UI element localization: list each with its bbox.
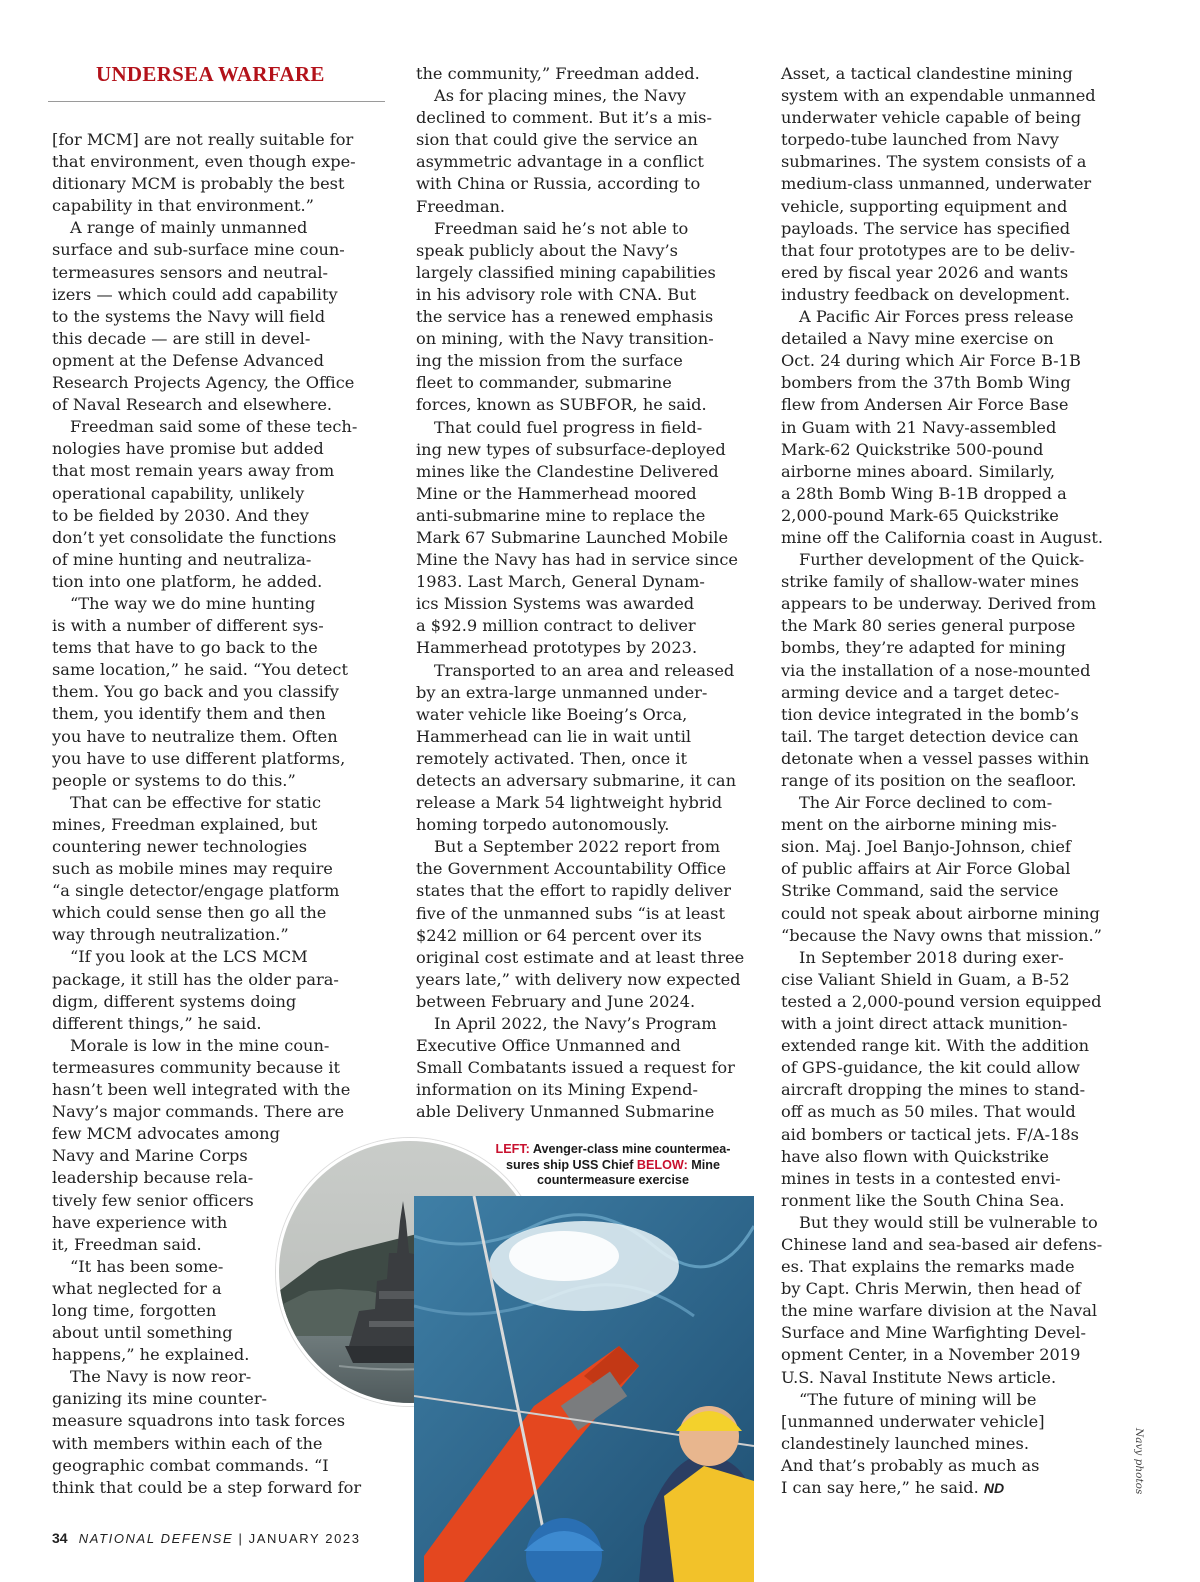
text-line: Executive Office Unmanned and bbox=[416, 1036, 681, 1056]
text-line: izers — which could add capability bbox=[52, 284, 338, 304]
photo-credit: Navy photos bbox=[1133, 1428, 1145, 1495]
text-line: a $92.9 million contract to deliver bbox=[416, 616, 696, 636]
text-line: largely classified mining capabilities bbox=[416, 262, 716, 282]
text-line: Strike Command, said the service bbox=[781, 881, 1059, 901]
text-line: In April 2022, the Navy’s Program bbox=[434, 1014, 717, 1034]
text-line: The Navy is now reor- bbox=[70, 1367, 252, 1387]
text-line: the Government Accountability Office bbox=[416, 859, 727, 879]
text-line: hasn’t been well integrated with the bbox=[52, 1080, 351, 1100]
text-line: of Naval Research and elsewhere. bbox=[52, 395, 333, 415]
text-line: 2,000-pound Mark-65 Quickstrike bbox=[781, 505, 1059, 525]
end-mark: ND bbox=[983, 1480, 1005, 1496]
text-line: medium-class unmanned, underwater bbox=[781, 174, 1092, 194]
text-line: surface and sub-surface mine coun- bbox=[52, 240, 345, 260]
text-line: But they would still be vulnerable to bbox=[799, 1212, 1098, 1232]
text-line: Navy’s major commands. There are bbox=[52, 1102, 345, 1122]
text-line: with a joint direct attack munition- bbox=[781, 1014, 1068, 1034]
page-number: 34 bbox=[52, 1530, 68, 1546]
text-line: off as much as 50 miles. That would bbox=[781, 1102, 1076, 1122]
caption-below-line2: countermeasure exercise bbox=[537, 1173, 689, 1187]
text-line: to the systems the Navy will field bbox=[52, 306, 326, 326]
text-line: measure squadrons into task forces bbox=[52, 1411, 346, 1431]
text-line: ganizing its mine counter- bbox=[52, 1389, 268, 1409]
text-line: range of its position on the seafloor. bbox=[781, 771, 1077, 790]
text-line: the community,” Freedman added. bbox=[416, 64, 700, 83]
text-line: which could sense then go all the bbox=[52, 903, 327, 923]
text-line: capability in that environment.” bbox=[52, 196, 314, 216]
text-line: ing new types of subsurface-deployed bbox=[416, 439, 726, 459]
text-column-3 bbox=[781, 63, 1121, 1499]
text-line: A Pacific Air Forces press release bbox=[799, 307, 1074, 327]
text-line: years late,” with delivery now expected bbox=[416, 969, 741, 989]
text-line: ics Mission Systems was awarded bbox=[416, 594, 695, 614]
text-line: But a September 2022 report from bbox=[434, 837, 721, 857]
text-line: Surface and Mine Warfighting Devel- bbox=[781, 1323, 1086, 1343]
text-line: flew from Andersen Air Force Base bbox=[781, 395, 1069, 415]
text-line: opment Center, in a November 2019 bbox=[781, 1345, 1081, 1365]
text-line: is with a number of different sys- bbox=[52, 616, 324, 636]
text-line: As for placing mines, the Navy bbox=[434, 86, 687, 106]
text-line: same location,” he said. “You detect bbox=[52, 660, 348, 680]
text-line: with China or Russia, according to bbox=[416, 174, 701, 194]
text-line: about until something bbox=[52, 1323, 233, 1343]
text-line: could not speak about airborne mining bbox=[781, 903, 1100, 923]
text-line: ronment like the South China Sea. bbox=[781, 1190, 1065, 1210]
caption-below-tag: BELOW: bbox=[636, 1157, 688, 1172]
text-line: mines in tests in a contested envi- bbox=[781, 1168, 1061, 1188]
text-line: speak publicly about the Navy’s bbox=[416, 240, 678, 260]
text-line: Hammerhead prototypes by 2023. bbox=[416, 638, 698, 658]
text-line: In September 2018 during exer- bbox=[799, 947, 1064, 967]
text-line: happens,” he explained. bbox=[52, 1345, 250, 1365]
text-line: I can say here,” he said. ND bbox=[781, 1478, 1005, 1497]
caption-left-tag: LEFT: bbox=[495, 1142, 530, 1156]
text-line: “a single detector/engage platform bbox=[52, 881, 340, 901]
text-line: the service has a renewed emphasis bbox=[416, 307, 714, 327]
text-line: information on its Mining Expend- bbox=[416, 1080, 698, 1100]
text-line: Transported to an area and released bbox=[434, 660, 735, 680]
text-line: of public affairs at Air Force Global bbox=[781, 859, 1071, 879]
text-line: mines like the Clandestine Delivered bbox=[416, 461, 719, 481]
text-line: them. You go back and you classify bbox=[52, 682, 339, 702]
text-line: such as mobile mines may require bbox=[52, 859, 333, 879]
text-line: states that the effort to rapidly deliver bbox=[416, 881, 732, 901]
text-line: that environment, even though expe- bbox=[52, 152, 356, 172]
text-line: Mine the Navy has had in service since bbox=[416, 550, 738, 570]
text-line: asymmetric advantage in a conflict bbox=[416, 152, 704, 172]
page-footer bbox=[52, 1530, 361, 1546]
text-line: of mine hunting and neutraliza- bbox=[52, 549, 312, 569]
text-line: termeasures sensors and neutral- bbox=[52, 262, 329, 282]
text-line: ment on the airborne mining mis- bbox=[781, 815, 1057, 835]
text-line: termeasures community because it bbox=[52, 1057, 341, 1077]
text-line: “It has been some- bbox=[70, 1256, 224, 1276]
text-line: “If you look at the LCS MCM bbox=[70, 947, 308, 967]
text-line: [unmanned underwater vehicle] bbox=[781, 1411, 1045, 1431]
exercise-photo-illustration bbox=[414, 1196, 754, 1582]
text-line: tested a 2,000-pound version equipped bbox=[781, 991, 1102, 1011]
text-line: it, Freedman said. bbox=[52, 1234, 202, 1254]
text-line: vehicle, supporting equipment and bbox=[781, 196, 1068, 216]
text-line: Chinese land and sea-based air defens- bbox=[781, 1234, 1103, 1254]
text-line: And that’s probably as much as bbox=[781, 1455, 1040, 1475]
text-line: “The future of mining will be bbox=[799, 1389, 1037, 1409]
text-line: that most remain years away from bbox=[52, 461, 335, 481]
text-line: Navy and Marine Corps bbox=[52, 1146, 248, 1166]
text-line: digm, different systems doing bbox=[52, 991, 297, 1011]
text-line: to be fielded by 2030. And they bbox=[52, 505, 309, 525]
text-line: operational capability, unlikely bbox=[52, 483, 305, 503]
text-line: a 28th Bomb Wing B-1B dropped a bbox=[781, 483, 1067, 503]
text-line: [for MCM] are not really suitable for bbox=[52, 130, 354, 149]
text-line: Small Combatants issued a request for bbox=[416, 1058, 735, 1078]
text-line: industry feedback on development. bbox=[781, 284, 1071, 304]
text-line: ditionary MCM is probably the best bbox=[52, 174, 345, 194]
header-rule bbox=[48, 101, 385, 102]
section-label: UNDERSEA WARFARE bbox=[96, 62, 325, 86]
text-line: “because the Navy owns that mission.” bbox=[781, 925, 1102, 945]
text-line: release a Mark 54 lightweight hybrid bbox=[416, 793, 723, 813]
text-line: aircraft dropping the mines to stand- bbox=[781, 1080, 1086, 1100]
text-line: aid bombers or tactical jets. F/A-18s bbox=[781, 1124, 1079, 1144]
text-line: tion into one platform, he added. bbox=[52, 571, 323, 591]
text-line: you have to use different platforms, bbox=[52, 748, 346, 768]
text-line: system with an expendable unmanned bbox=[781, 86, 1096, 106]
text-line: Oct. 24 during which Air Force B-1B bbox=[781, 351, 1081, 371]
text-line: arming device and a target detec- bbox=[781, 682, 1060, 702]
text-line: mine off the California coast in August. bbox=[781, 527, 1104, 547]
text-line: cise Valiant Shield in Guam, a B-52 bbox=[781, 969, 1070, 989]
text-line: sion. Maj. Joel Banjo-Johnson, chief bbox=[781, 837, 1071, 857]
text-line: Asset, a tactical clandestine mining bbox=[781, 64, 1073, 83]
text-line: by Capt. Chris Merwin, then head of bbox=[781, 1279, 1081, 1299]
text-line: The Air Force declined to com- bbox=[799, 793, 1053, 813]
text-line: U.S. Naval Institute News article. bbox=[781, 1367, 1057, 1387]
text-line: this decade — are still in devel- bbox=[52, 328, 311, 348]
text-line: able Delivery Unmanned Submarine bbox=[416, 1102, 715, 1122]
text-line: five of the unmanned subs “is at least bbox=[416, 903, 725, 923]
text-line: few MCM advocates among bbox=[52, 1124, 280, 1144]
text-line: underwater vehicle capable of being bbox=[781, 108, 1082, 128]
text-line: torpedo-tube launched from Navy bbox=[781, 130, 1059, 150]
issue-date: JANUARY 2023 bbox=[248, 1531, 361, 1546]
text-line: fleet to commander, submarine bbox=[416, 373, 672, 393]
text-line: by an extra-large unmanned under- bbox=[416, 682, 708, 702]
text-line: on mining, with the Navy transition- bbox=[416, 329, 714, 349]
caption-below-line1: Mine bbox=[691, 1157, 720, 1172]
text-line: extended range kit. With the addition bbox=[781, 1036, 1090, 1056]
text-line: declined to comment. But it’s a mis- bbox=[416, 108, 712, 128]
text-line: $242 million or 64 percent over its bbox=[416, 925, 702, 945]
text-line: leadership because rela- bbox=[52, 1168, 254, 1188]
text-line: have experience with bbox=[52, 1212, 228, 1232]
text-line: Research Projects Agency, the Office bbox=[52, 373, 355, 393]
text-line: the Mark 80 series general purpose bbox=[781, 616, 1076, 636]
text-line: you have to neutralize them. Often bbox=[52, 726, 338, 746]
text-line: Freedman. bbox=[416, 196, 506, 216]
text-line: appears to be underway. Derived from bbox=[781, 594, 1097, 614]
text-line: bombs, they’re adapted for mining bbox=[781, 638, 1066, 658]
text-line: them, you identify them and then bbox=[52, 704, 326, 724]
text-line: people or systems to do this.” bbox=[52, 770, 296, 790]
text-line: sion that could give the service an bbox=[416, 130, 698, 150]
text-line: tively few senior officers bbox=[52, 1190, 254, 1210]
text-line: tail. The target detection device can bbox=[781, 726, 1079, 746]
text-line: in Guam with 21 Navy-assembled bbox=[781, 417, 1057, 437]
text-line: detonate when a vessel passes within bbox=[781, 748, 1090, 768]
text-line: long time, forgotten bbox=[52, 1300, 217, 1320]
footer-separator: | bbox=[238, 1531, 244, 1546]
text-line: package, it still has the older para- bbox=[52, 969, 339, 989]
exercise-photo bbox=[414, 1196, 754, 1582]
text-line: tems that have to go back to the bbox=[52, 638, 318, 658]
text-line: ing the mission from the surface bbox=[416, 351, 683, 371]
text-line: Freedman said he’s not able to bbox=[434, 218, 689, 238]
text-line: in his advisory role with CNA. But bbox=[416, 284, 697, 304]
text-line: that four prototypes are to be deliv- bbox=[781, 240, 1075, 260]
text-line: countering newer technologies bbox=[52, 837, 308, 856]
text-line: don’t yet consolidate the functions bbox=[52, 527, 337, 547]
text-line: tion device integrated in the bomb’s bbox=[781, 704, 1079, 724]
text-line: geographic combat commands. “I bbox=[52, 1455, 329, 1475]
text-column-2 bbox=[416, 63, 756, 1124]
caption-left-line1: Avenger-class mine countermea- bbox=[532, 1142, 731, 1156]
text-line: between February and June 2024. bbox=[416, 991, 696, 1011]
text-line: Further development of the Quick- bbox=[799, 550, 1085, 570]
text-line: ered by fiscal year 2026 and wants bbox=[781, 262, 1069, 282]
text-line: strike family of shallow-water mines bbox=[781, 572, 1079, 592]
text-line: Mine or the Hammerhead moored bbox=[416, 483, 697, 503]
text-line: water vehicle like Boeing’s Orca, bbox=[416, 704, 688, 724]
text-line: remotely activated. Then, once it bbox=[416, 748, 688, 768]
text-line: original cost estimate and at least three bbox=[416, 947, 745, 967]
text-line: es. That explains the remarks made bbox=[781, 1257, 1075, 1277]
text-line: 1983. Last March, General Dynam- bbox=[416, 572, 705, 592]
text-line: different things,” he said. bbox=[52, 1013, 262, 1033]
text-line: way through neutralization.” bbox=[52, 925, 289, 945]
text-line: detailed a Navy mine exercise on bbox=[781, 329, 1054, 349]
text-line: opment at the Defense Advanced bbox=[52, 350, 324, 370]
text-line: payloads. The service has specified bbox=[781, 218, 1071, 238]
text-line: anti-submarine mine to replace the bbox=[416, 505, 706, 525]
text-line: nologies have promise but added bbox=[52, 439, 324, 459]
text-line: the mine warfare division at the Naval bbox=[781, 1301, 1098, 1321]
text-line: clandestinely launched mines. bbox=[781, 1433, 1029, 1453]
text-line: Hammerhead can lie in wait until bbox=[416, 726, 692, 746]
caption-left-line2: sures ship USS Chief bbox=[506, 1157, 634, 1172]
text-line: That can be effective for static bbox=[70, 792, 322, 812]
photo-caption bbox=[478, 1142, 748, 1189]
text-line: forces, known as SUBFOR, he said. bbox=[416, 395, 707, 415]
text-line: mines, Freedman explained, but bbox=[52, 814, 318, 834]
text-line: via the installation of a nose-mounted bbox=[781, 660, 1091, 680]
text-line: Mark-62 Quickstrike 500-pound bbox=[781, 439, 1044, 459]
text-line: with members within each of the bbox=[52, 1433, 323, 1453]
text-line: of GPS-guidance, the kit could allow bbox=[781, 1058, 1081, 1078]
text-line: airborne mines aboard. Similarly, bbox=[781, 461, 1056, 481]
text-line: homing torpedo autonomously. bbox=[416, 815, 670, 835]
text-line: have also flown with Quickstrike bbox=[781, 1146, 1049, 1166]
text-line: submarines. The system consists of a bbox=[781, 152, 1087, 172]
text-line: think that could be a step forward for bbox=[52, 1477, 362, 1497]
text-line: That could fuel progress in field- bbox=[434, 417, 703, 437]
text-line: A range of mainly unmanned bbox=[70, 218, 308, 238]
text-line: “The way we do mine hunting bbox=[70, 593, 316, 613]
text-line: what neglected for a bbox=[52, 1278, 222, 1298]
publication-name: NATIONAL DEFENSE bbox=[78, 1531, 234, 1546]
text-line: Freedman said some of these tech- bbox=[70, 417, 358, 437]
text-line: Morale is low in the mine coun- bbox=[70, 1035, 330, 1055]
text-line: Mark 67 Submarine Launched Mobile bbox=[416, 527, 729, 547]
text-line: bombers from the 37th Bomb Wing bbox=[781, 373, 1071, 393]
text-line: detects an adversary submarine, it can bbox=[416, 771, 737, 790]
